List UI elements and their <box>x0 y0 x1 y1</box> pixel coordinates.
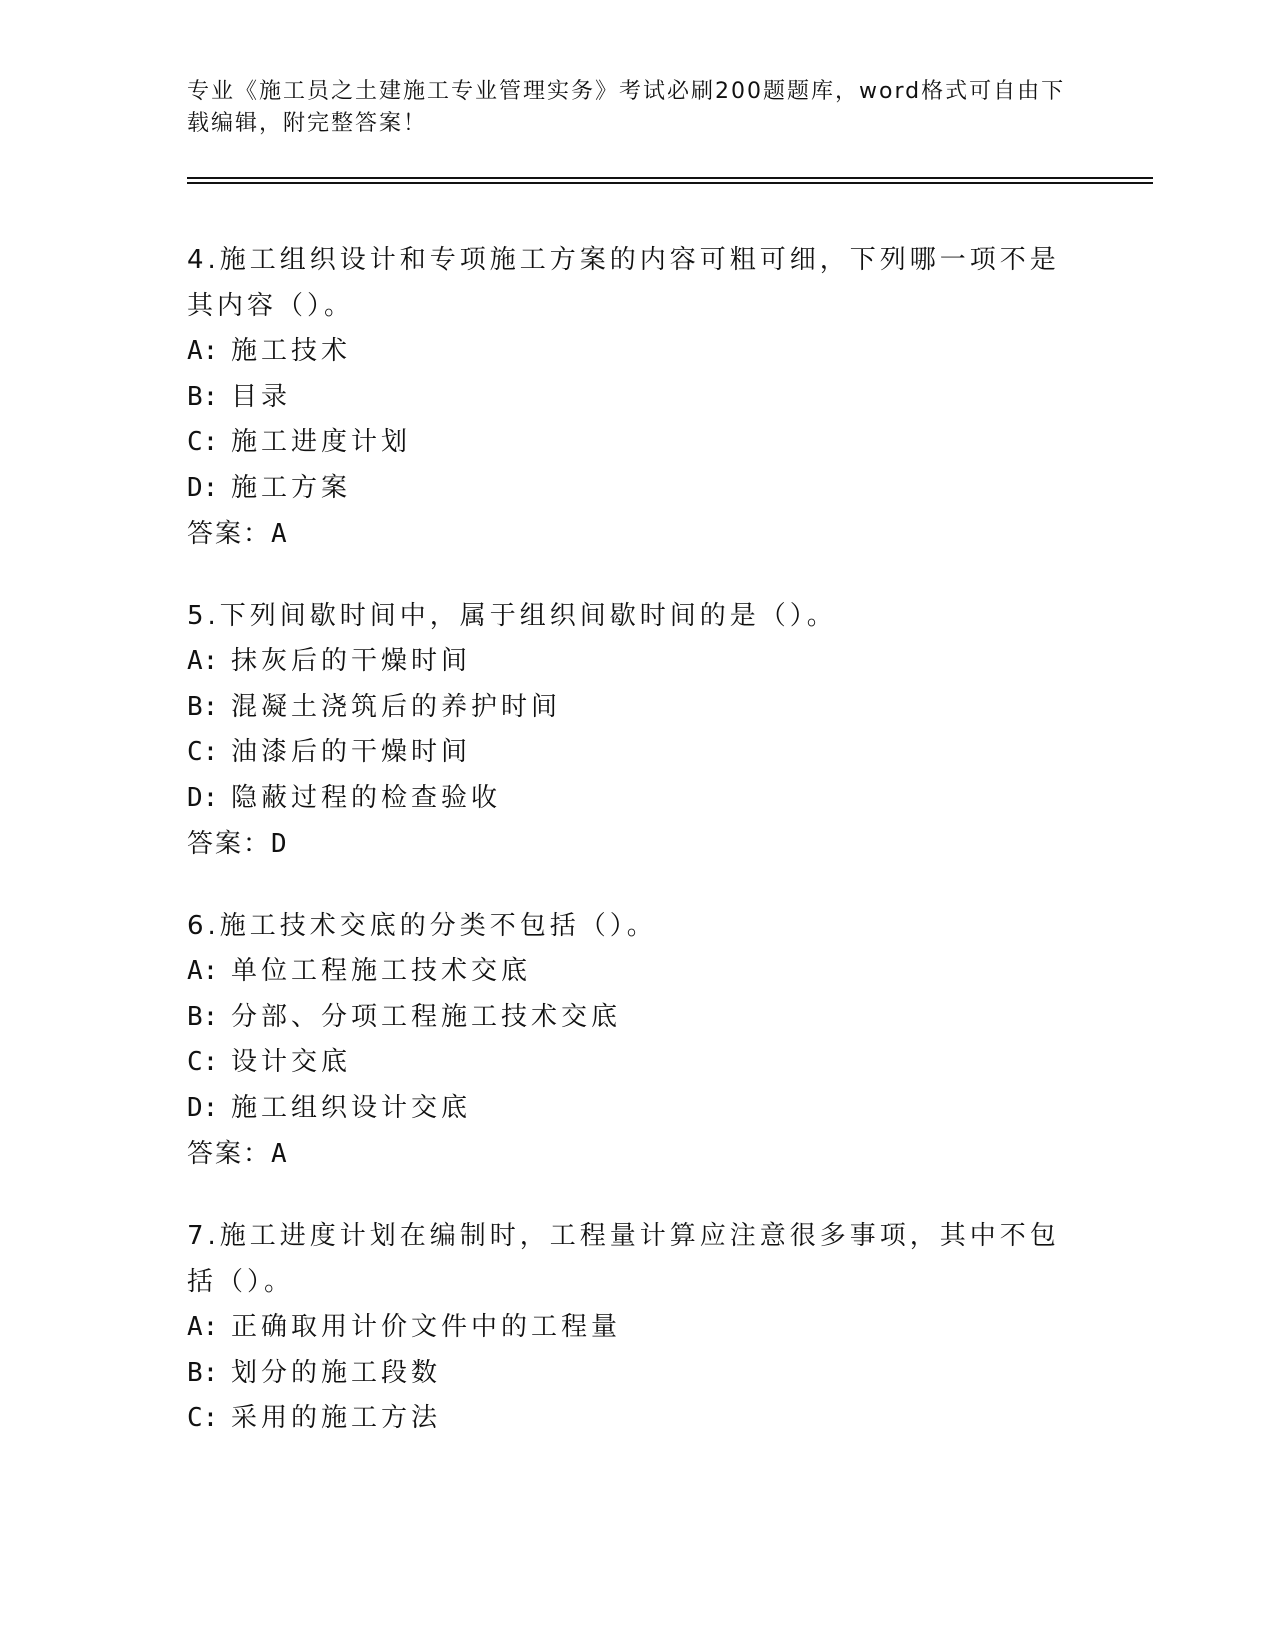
answer-value: A <box>271 519 289 549</box>
answer-label: 答案： <box>187 1139 272 1169</box>
option-d <box>187 466 1087 512</box>
question-stem: 5.下列间歇时间中，属于组织间歇时间的是（）。 <box>187 601 837 631</box>
option-key: C: <box>187 1047 219 1077</box>
option-text: 油漆后的干燥时间 <box>231 737 472 767</box>
option-text: 施工技术 <box>231 336 352 366</box>
option-text: 施工方案 <box>231 472 352 503</box>
option-text: 施工进度计划 <box>231 427 412 457</box>
option-key: D: <box>187 782 219 813</box>
question-stem: 4.施工组织设计和专项施工方案的内容可粗可细，下列哪一项不是其内容（）。 <box>187 245 1060 321</box>
header-rule-top <box>187 177 1153 179</box>
answer-line <box>187 1131 1087 1177</box>
option-key: C: <box>187 737 219 767</box>
option-b <box>187 375 1087 421</box>
option-key: A: <box>187 646 219 676</box>
question-list <box>187 237 1087 1478</box>
question-stem: 7.施工进度计划在编制时，工程量计算应注意很多事项，其中不包括（）。 <box>187 1221 1060 1297</box>
option-d <box>187 776 1087 822</box>
option-text: 划分的施工段数 <box>231 1357 442 1388</box>
question-stem: 6.施工技术交底的分类不包括（）。 <box>187 911 657 941</box>
option-key: A: <box>187 1312 219 1342</box>
option-b <box>187 1351 1087 1397</box>
option-text: 正确取用计价文件中的工程量 <box>231 1312 622 1342</box>
option-key: B: <box>187 691 219 722</box>
option-text: 单位工程施工技术交底 <box>231 956 532 986</box>
option-key: C: <box>187 427 219 457</box>
option-text: 隐蔽过程的检查验收 <box>231 782 502 813</box>
option-key: A: <box>187 336 219 366</box>
document-header: 专业《施工员之土建施工专业管理实务》考试必刷200题题库，word格式可自由下载编辑，附完整答案！ <box>187 79 1066 136</box>
option-c <box>187 1396 1087 1442</box>
option-a <box>187 1305 1087 1351</box>
question-6 <box>187 903 1087 1177</box>
option-key: B: <box>187 1357 219 1388</box>
option-a <box>187 639 1087 685</box>
option-c <box>187 730 1087 776</box>
option-c <box>187 420 1087 466</box>
option-key: B: <box>187 381 219 412</box>
option-key: A: <box>187 956 219 986</box>
option-text: 采用的施工方法 <box>231 1403 442 1433</box>
answer-label: 答案： <box>187 829 272 859</box>
option-key: D: <box>187 1092 219 1123</box>
option-c <box>187 1040 1087 1086</box>
option-key: C: <box>187 1403 219 1433</box>
option-a <box>187 949 1087 995</box>
option-text: 施工组织设计交底 <box>231 1092 472 1123</box>
option-text: 抹灰后的干燥时间 <box>231 646 472 676</box>
option-b <box>187 685 1087 731</box>
option-text: 分部、分项工程施工技术交底 <box>231 1001 622 1032</box>
answer-line <box>187 821 1087 867</box>
option-d <box>187 1086 1087 1132</box>
option-text: 混凝土浇筑后的养护时间 <box>231 691 562 722</box>
question-5 <box>187 593 1087 867</box>
option-a <box>187 329 1087 375</box>
header-rule-bottom <box>187 182 1153 184</box>
question-7 <box>187 1213 1087 1442</box>
answer-label: 答案： <box>187 519 272 549</box>
answer-value: A <box>271 1139 289 1169</box>
answer-value: D <box>271 829 289 859</box>
option-text: 目录 <box>231 381 292 412</box>
option-key: B: <box>187 1001 219 1032</box>
option-text: 设计交底 <box>231 1047 352 1077</box>
question-4 <box>187 237 1087 557</box>
option-b <box>187 995 1087 1041</box>
option-key: D: <box>187 472 219 503</box>
answer-line <box>187 511 1087 557</box>
